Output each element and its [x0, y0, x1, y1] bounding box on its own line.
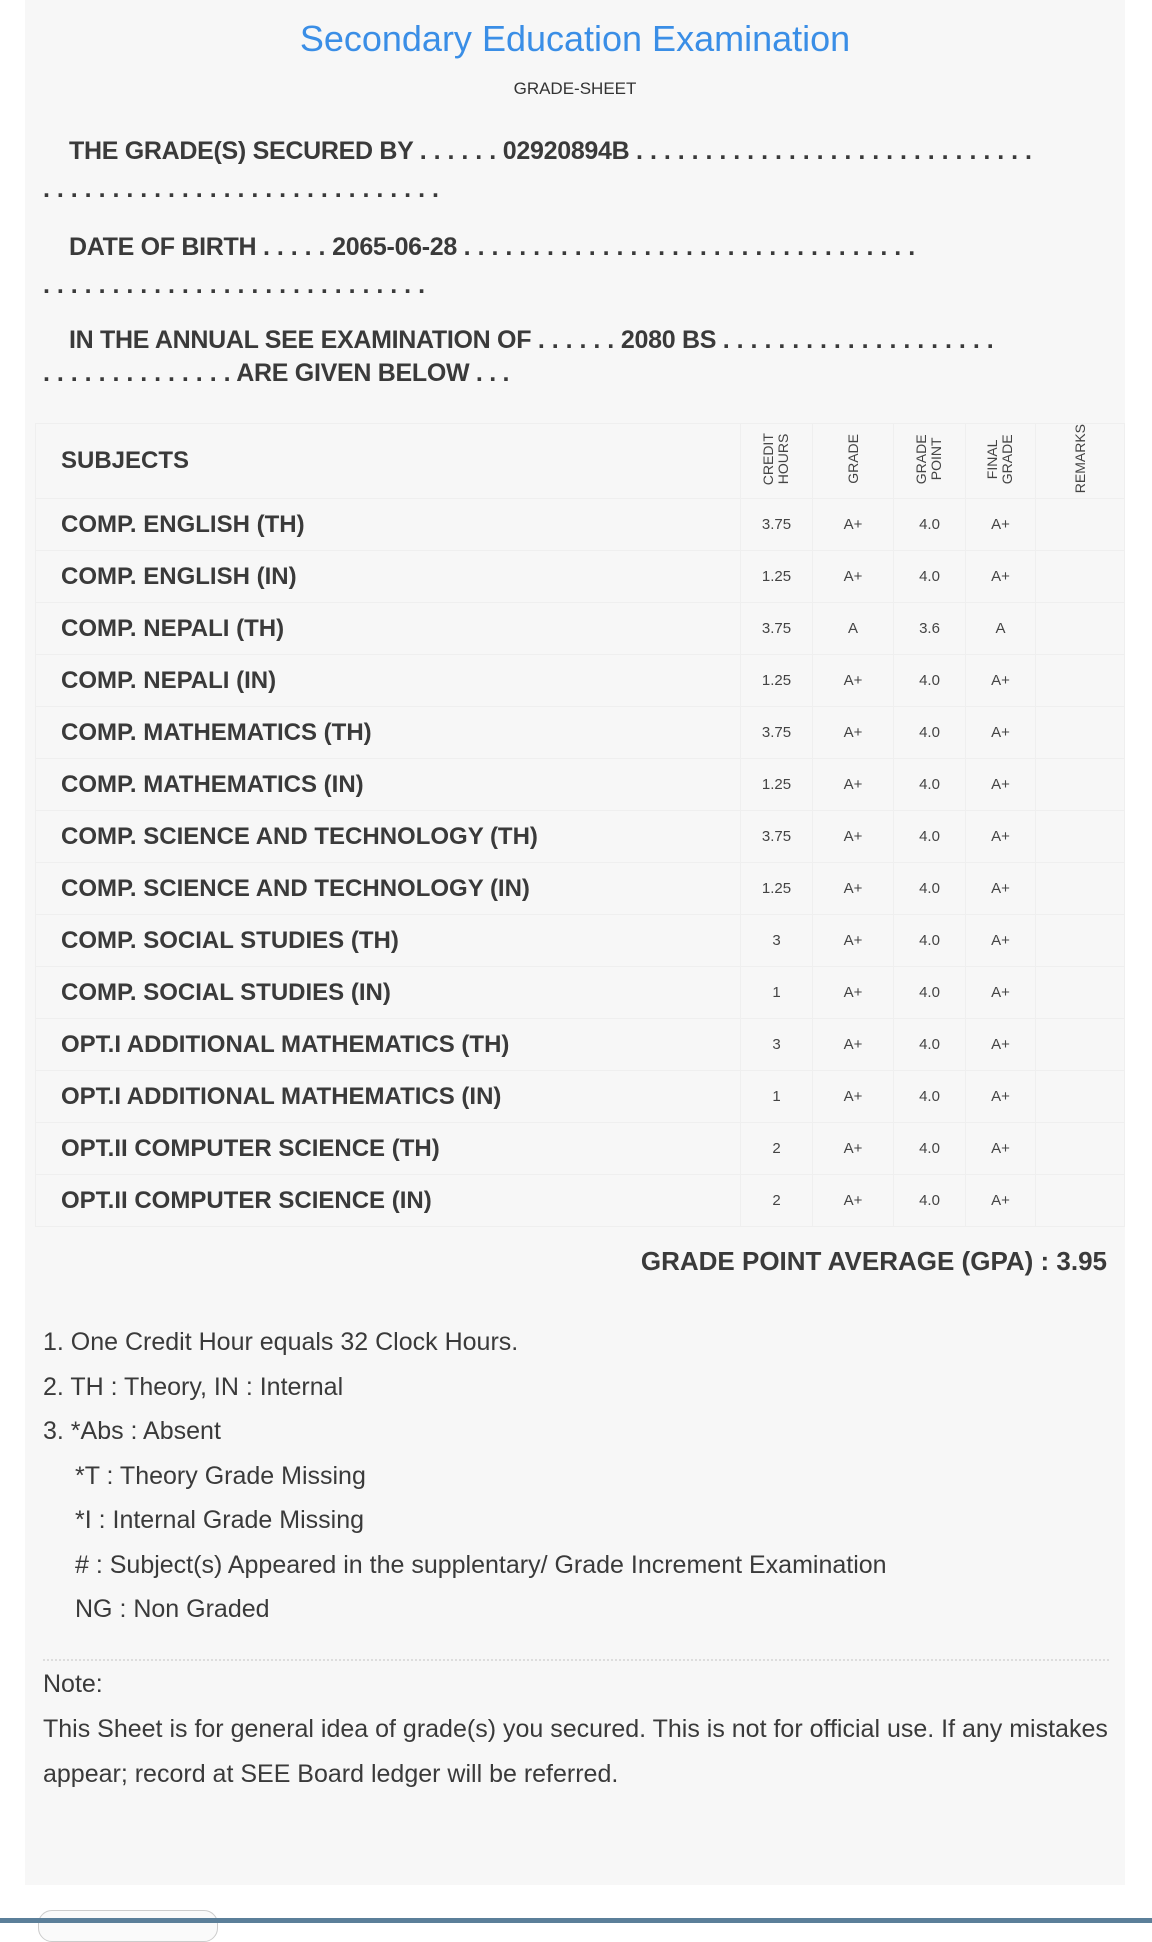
subject-cell: COMP. MATHEMATICS (TH) [36, 707, 741, 759]
page-title: Secondary Education Examination [299, 18, 851, 59]
credit-hours-cell: 2 [741, 1175, 813, 1227]
legend-item: 3. *Abs : Absent [43, 1417, 221, 1445]
remarks-cell [1036, 707, 1125, 759]
table-row [36, 811, 1125, 863]
final-grade-cell: A+ [966, 1071, 1036, 1123]
table-row [36, 707, 1125, 759]
grade-point-cell: 4.0 [894, 499, 966, 551]
dob-label: DATE OF BIRTH [69, 233, 257, 261]
table-row [36, 1019, 1125, 1071]
grade-point-cell: 4.0 [894, 707, 966, 759]
header-credit-hours: CREDIT HOURS [759, 432, 791, 485]
subject-cell: COMP. SCIENCE AND TECHNOLOGY (IN) [36, 863, 741, 915]
legend-item: 1. One Credit Hour equals 32 Clock Hours. [43, 1328, 519, 1356]
grade-cell: A+ [813, 655, 894, 707]
credit-hours-cell: 3.75 [741, 499, 813, 551]
legend-item: *T : Theory Grade Missing [75, 1461, 366, 1490]
grade-point-cell: 4.0 [894, 759, 966, 811]
remarks-cell [1036, 1071, 1125, 1123]
exam-label: IN THE ANNUAL SEE EXAMINATION OF [69, 326, 532, 354]
remarks-cell [1036, 1123, 1125, 1175]
dots: . . . . . . . . . . . . . . [43, 359, 231, 387]
remarks-cell [1036, 603, 1125, 655]
remarks-cell [1036, 499, 1125, 551]
grade-point-cell: 4.0 [894, 915, 966, 967]
remarks-cell [1036, 967, 1125, 1019]
final-grade-cell: A+ [966, 915, 1036, 967]
subject-cell: OPT.I ADDITIONAL MATHEMATICS (IN) [36, 1071, 741, 1123]
credit-hours-cell: 3.75 [741, 811, 813, 863]
dots: . . . . . . . . . . . . . . . . . . . . . . . . . . . . . . . . . [463, 233, 916, 261]
divider [43, 1659, 1109, 1661]
note-text: This Sheet is for general idea of grade(s) you secured. This is not for official use. If any mistakes appear; record at SEE Board ledger will be referred. [43, 1715, 1108, 1788]
remarks-cell [1036, 1175, 1125, 1227]
dob-value: 2065-06-28 [332, 233, 458, 261]
grade-cell: A+ [813, 759, 894, 811]
bottom-button[interactable] [38, 1910, 218, 1942]
header-remarks: REMARKS [1071, 424, 1088, 494]
grade-cell: A+ [813, 915, 894, 967]
final-grade-cell: A+ [966, 811, 1036, 863]
credit-hours-cell: 1.25 [741, 655, 813, 707]
disclaimer [43, 1662, 1118, 1797]
grade-point-cell: 4.0 [894, 551, 966, 603]
remarks-cell [1036, 811, 1125, 863]
table-row [36, 1123, 1125, 1175]
table-row [36, 967, 1125, 1019]
final-grade-cell: A+ [966, 499, 1036, 551]
subject-cell: COMP. MATHEMATICS (IN) [36, 759, 741, 811]
grade-point-cell: 4.0 [894, 863, 966, 915]
grade-point-cell: 3.6 [894, 603, 966, 655]
grade-point-cell: 4.0 [894, 1123, 966, 1175]
grade-point-cell: 4.0 [894, 1019, 966, 1071]
exam-suffix: ARE GIVEN BELOW . . . [236, 359, 510, 387]
legend-item: # : Subject(s) Appeared in the supplentary/ Grade Increment Examination [75, 1550, 887, 1579]
subject-cell: OPT.II COMPUTER SCIENCE (TH) [36, 1123, 741, 1175]
subject-cell: COMP. SOCIAL STUDIES (TH) [36, 915, 741, 967]
subject-cell: COMP. SCIENCE AND TECHNOLOGY (TH) [36, 811, 741, 863]
page-subtitle: GRADE-SHEET [513, 79, 637, 98]
table-row [36, 1175, 1125, 1227]
credit-hours-cell: 1 [741, 967, 813, 1019]
table-row [36, 915, 1125, 967]
dots: . . . . . . . . . . . . . . . . . . . . . . . . . . . . . [43, 175, 439, 203]
remarks-cell [1036, 915, 1125, 967]
dots: . . . . . [262, 233, 326, 261]
final-grade-cell: A+ [966, 551, 1036, 603]
credit-hours-cell: 1.25 [741, 863, 813, 915]
credit-hours-cell: 2 [741, 1123, 813, 1175]
table-row [36, 863, 1125, 915]
final-grade-cell: A+ [966, 1123, 1036, 1175]
secured-by-line [43, 132, 1113, 208]
final-grade-cell: A+ [966, 707, 1036, 759]
legend [43, 1320, 887, 1632]
subject-cell: COMP. NEPALI (TH) [36, 603, 741, 655]
table-header-row [36, 424, 1125, 499]
grade-cell: A+ [813, 863, 894, 915]
subject-cell: COMP. ENGLISH (TH) [36, 499, 741, 551]
grade-cell: A+ [813, 1019, 894, 1071]
grade-point-cell: 4.0 [894, 1175, 966, 1227]
grade-cell: A+ [813, 1175, 894, 1227]
credit-hours-cell: 1.25 [741, 759, 813, 811]
table-row [36, 551, 1125, 603]
table-row [36, 1071, 1125, 1123]
exam-year: 2080 BS [620, 326, 717, 354]
dots: . . . . . . . . . . . . . . . . . . . . [722, 326, 994, 354]
final-grade-cell: A+ [966, 759, 1036, 811]
gpa: GRADE POINT AVERAGE (GPA) : 3.95 [640, 1246, 1107, 1276]
remarks-cell [1036, 551, 1125, 603]
grade-cell: A [813, 603, 894, 655]
subject-cell: COMP. NEPALI (IN) [36, 655, 741, 707]
header-final-grade: FINAL GRADE [983, 433, 1015, 484]
dots: . . . . . . [419, 137, 497, 165]
exam-line [43, 324, 1113, 390]
grade-cell: A+ [813, 811, 894, 863]
dots: . . . . . . [537, 326, 615, 354]
grades-table [35, 423, 1125, 1227]
subject-cell: OPT.I ADDITIONAL MATHEMATICS (TH) [36, 1019, 741, 1071]
subject-cell: COMP. ENGLISH (IN) [36, 551, 741, 603]
header-grade: GRADE [844, 433, 861, 484]
grade-point-cell: 4.0 [894, 1071, 966, 1123]
header-grade-point: GRADE POINT [912, 433, 944, 484]
final-grade-cell: A+ [966, 1175, 1036, 1227]
table-row [36, 603, 1125, 655]
table-row [36, 759, 1125, 811]
legend-item: *I : Internal Grade Missing [75, 1506, 365, 1534]
grade-cell: A+ [813, 707, 894, 759]
credit-hours-cell: 1 [741, 1071, 813, 1123]
remarks-cell [1036, 655, 1125, 707]
header-subjects: SUBJECTS [36, 424, 741, 499]
grade-point-cell: 4.0 [894, 655, 966, 707]
final-grade-cell: A+ [966, 655, 1036, 707]
grade-cell: A+ [813, 967, 894, 1019]
remarks-cell [1036, 863, 1125, 915]
symbol-number: 02920894B [502, 137, 630, 165]
dob-line [43, 228, 1113, 304]
grade-sheet-card [25, 0, 1125, 1885]
credit-hours-cell: 3 [741, 915, 813, 967]
grade-cell: A+ [813, 1071, 894, 1123]
credit-hours-cell: 3 [741, 1019, 813, 1071]
grade-cell: A+ [813, 499, 894, 551]
grade-point-cell: 4.0 [894, 811, 966, 863]
legend-item: 2. TH : Theory, IN : Internal [43, 1372, 344, 1401]
remarks-cell [1036, 1019, 1125, 1071]
legend-item: NG : Non Graded [75, 1595, 270, 1623]
credit-hours-cell: 3.75 [741, 603, 813, 655]
table-row [36, 499, 1125, 551]
grade-cell: A+ [813, 1123, 894, 1175]
final-grade-cell: A+ [966, 967, 1036, 1019]
final-grade-cell: A+ [966, 863, 1036, 915]
credit-hours-cell: 1.25 [741, 551, 813, 603]
dots: . . . . . . . . . . . . . . . . . . . . . . . . . . . . . [636, 137, 1032, 165]
secured-by-label: THE GRADE(S) SECURED BY [69, 137, 414, 165]
table-row [36, 655, 1125, 707]
final-grade-cell: A [966, 603, 1036, 655]
grade-point-cell: 4.0 [894, 967, 966, 1019]
subject-cell: COMP. SOCIAL STUDIES (IN) [36, 967, 741, 1019]
bottom-bar [0, 1918, 1152, 1923]
grade-cell: A+ [813, 551, 894, 603]
credit-hours-cell: 3.75 [741, 707, 813, 759]
student-info [43, 132, 1113, 417]
final-grade-cell: A+ [966, 1019, 1036, 1071]
subject-cell: OPT.II COMPUTER SCIENCE (IN) [36, 1175, 741, 1227]
note-label: Note: [43, 1670, 103, 1698]
remarks-cell [1036, 759, 1125, 811]
dots: . . . . . . . . . . . . . . . . . . . . . . . . . . . . [43, 271, 426, 299]
